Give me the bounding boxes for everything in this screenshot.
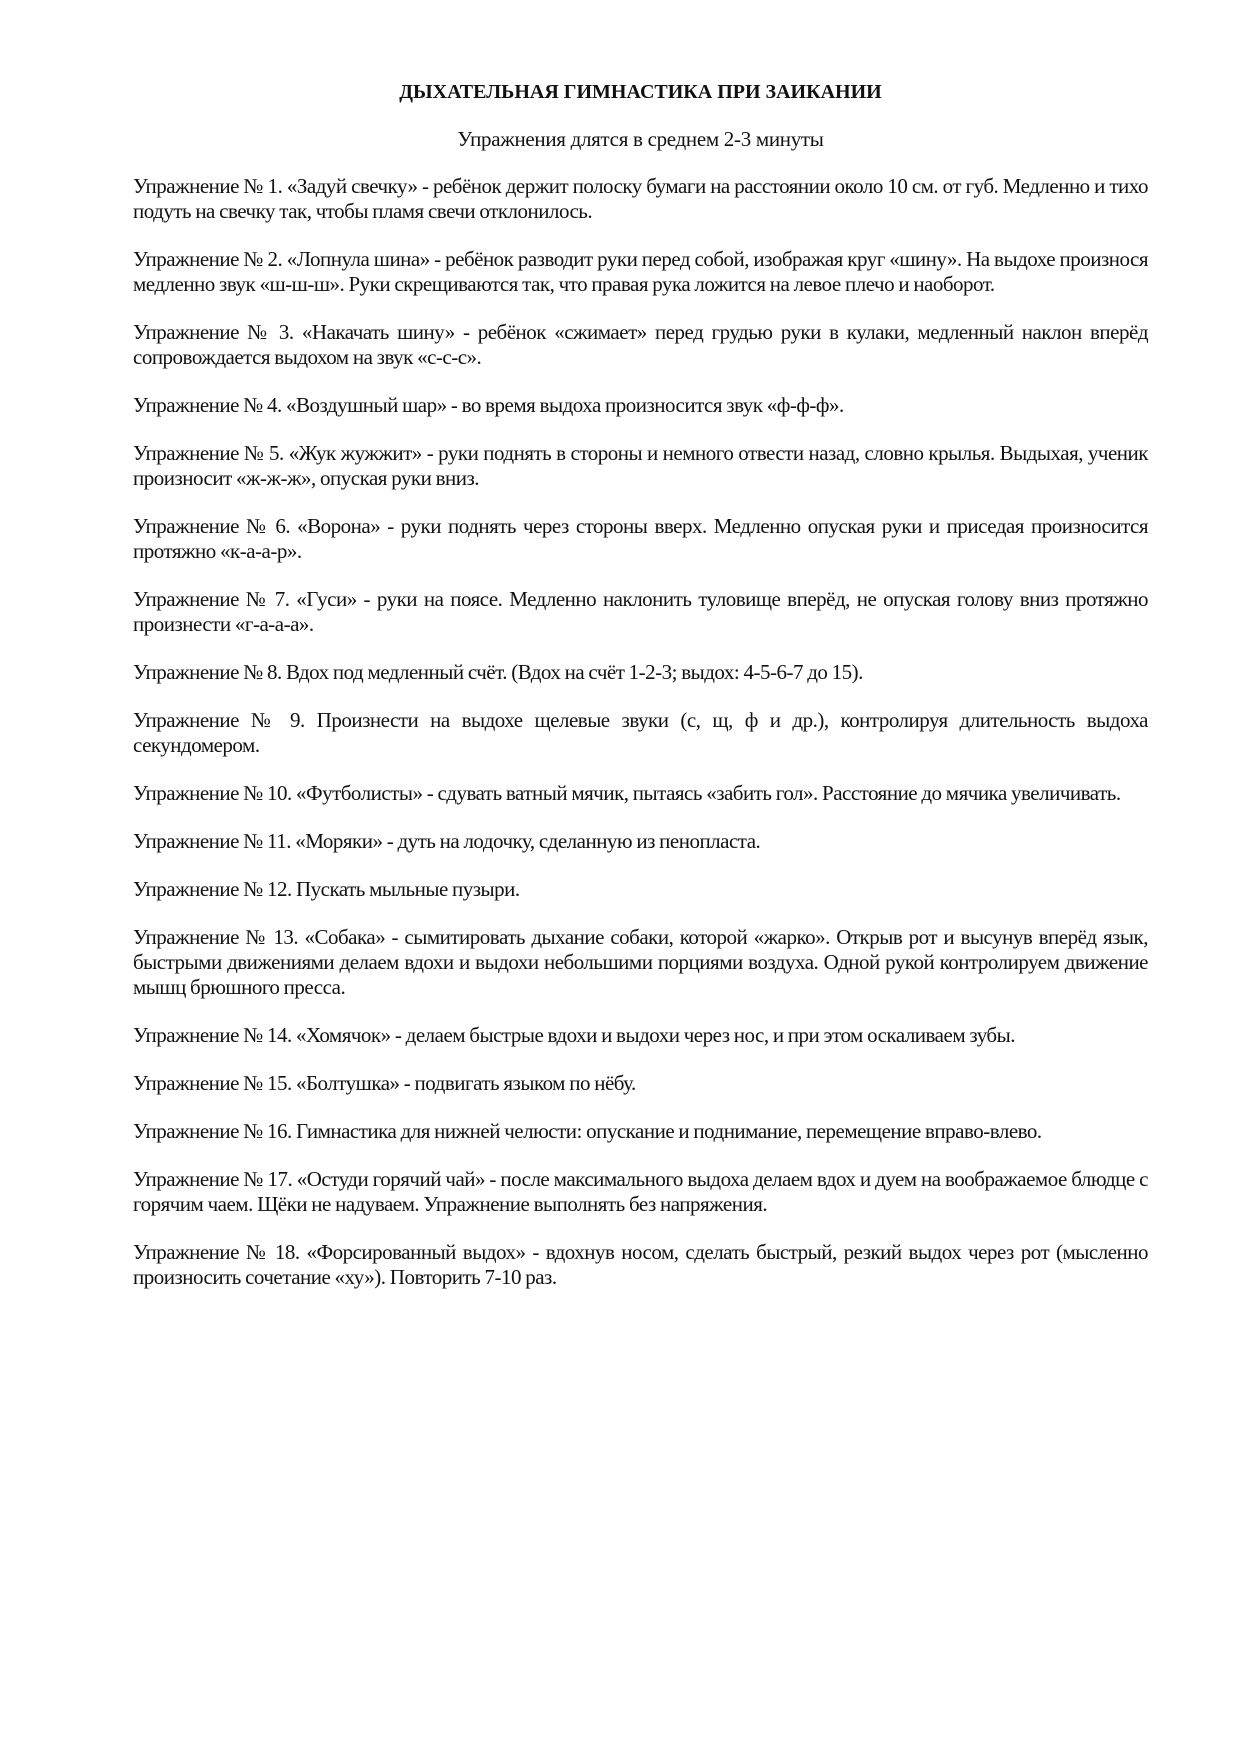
exercise-14: Упражнение № 14. «Хомячок» - делаем быстрые вдохи и выдохи через нос, и при этом оскаливаем зубы. [133,1023,1015,1047]
exercise-8: Упражнение № 8. Вдох под медленный счёт. (Вдох на счёт 1-2-3; выдох: 4-5-6-7 до 15). [133,660,863,684]
exercise-10: Упражнение № 10. «Футболисты» - сдувать ватный мячик, пытаясь «забить гол». Расстояние до мячика увеличивать. [133,781,1121,805]
exercise-4: Упражнение № 4. «Воздушный шар» - во время выдоха произносится звук «ф-ф-ф». [133,393,844,417]
exercise-13: Упражнение № 13. «Собака» - сымитировать дыхание собаки, которой «жарко». Открыв рот и высунув вперёд язык, быстрыми движениями делаем вдохи и выдохи небольшими порциями воздуха. Одной рукой контролируем движение мышц брюшного пресса. [133,925,1148,999]
document-page [133,80,1148,1313]
exercise-5: Упражнение № 5. «Жук жужжит» - руки поднять в стороны и немного отвести назад, словно крылья. Выдыхая, ученик произносит «ж-ж-ж», опуская руки вниз. [133,441,1148,490]
exercise-11: Упражнение № 11. «Моряки» - дуть на лодочку, сделанную из пенопласта. [133,829,761,853]
document-subtitle: Упражнения длятся в среднем 2-3 минуты [457,127,824,151]
exercise-18: Упражнение № 18. «Форсированный выдох» - вдохнув носом, сделать быстрый, резкий выдох через рот (мысленно произносить сочетание «ху»). Повторить 7-10 раз. [133,1240,1148,1289]
exercise-7: Упражнение № 7. «Гуси» - руки на поясе. Медленно наклонить туловище вперёд, не опуская голову вниз протяжно произнести «г-а-а-а». [133,587,1148,636]
exercise-2: Упражнение № 2. «Лопнула шина» - ребёнок разводит руки перед собой, изображая круг «шину». На выдохе произнося медленно звук «ш-ш-ш». Руки скрещиваются так, что правая рука ложится на левое плечо и наоборот. [133,247,1148,296]
exercise-3: Упражнение № 3. «Накачать шину» - ребёнок «сжимает» перед грудью руки в кулаки, медленный наклон вперёд сопровождается выдохом на звук «с-с-с». [133,320,1148,369]
exercise-17: Упражнение № 17. «Остуди горячий чай» - после максимального выдоха делаем вдох и дуем на воображаемое блюдце с горячим чаем. Щёки не надуваем. Упражнение выполнять без напряжения. [133,1167,1148,1216]
exercise-15: Упражнение № 15. «Болтушка» - подвигать языком по нёбу. [133,1071,636,1095]
exercise-16: Упражнение № 16. Гимнастика для нижней челюсти: опускание и поднимание, перемещение вправо-влево. [133,1119,1042,1143]
exercise-9: Упражнение № 9. Произнести на выдохе щелевые звуки (с, щ, ф и др.), контролируя длительность выдоха секундомером. [133,708,1148,757]
exercise-12: Упражнение № 12. Пускать мыльные пузыри. [133,877,520,901]
document-title: ДЫХАТЕЛЬНАЯ ГИМНАСТИКА ПРИ ЗАИКАНИИ [399,81,882,103]
exercise-1: Упражнение № 1. «Задуй свечку» - ребёнок держит полоску бумаги на расстоянии около 10 см. от губ. Медленно и тихо подуть на свечку так, чтобы пламя свечи отклонилось. [133,174,1148,223]
exercise-6: Упражнение № 6. «Ворона» - руки поднять через стороны вверх. Медленно опуская руки и приседая произносится протяжно «к-а-а-р». [133,514,1148,563]
